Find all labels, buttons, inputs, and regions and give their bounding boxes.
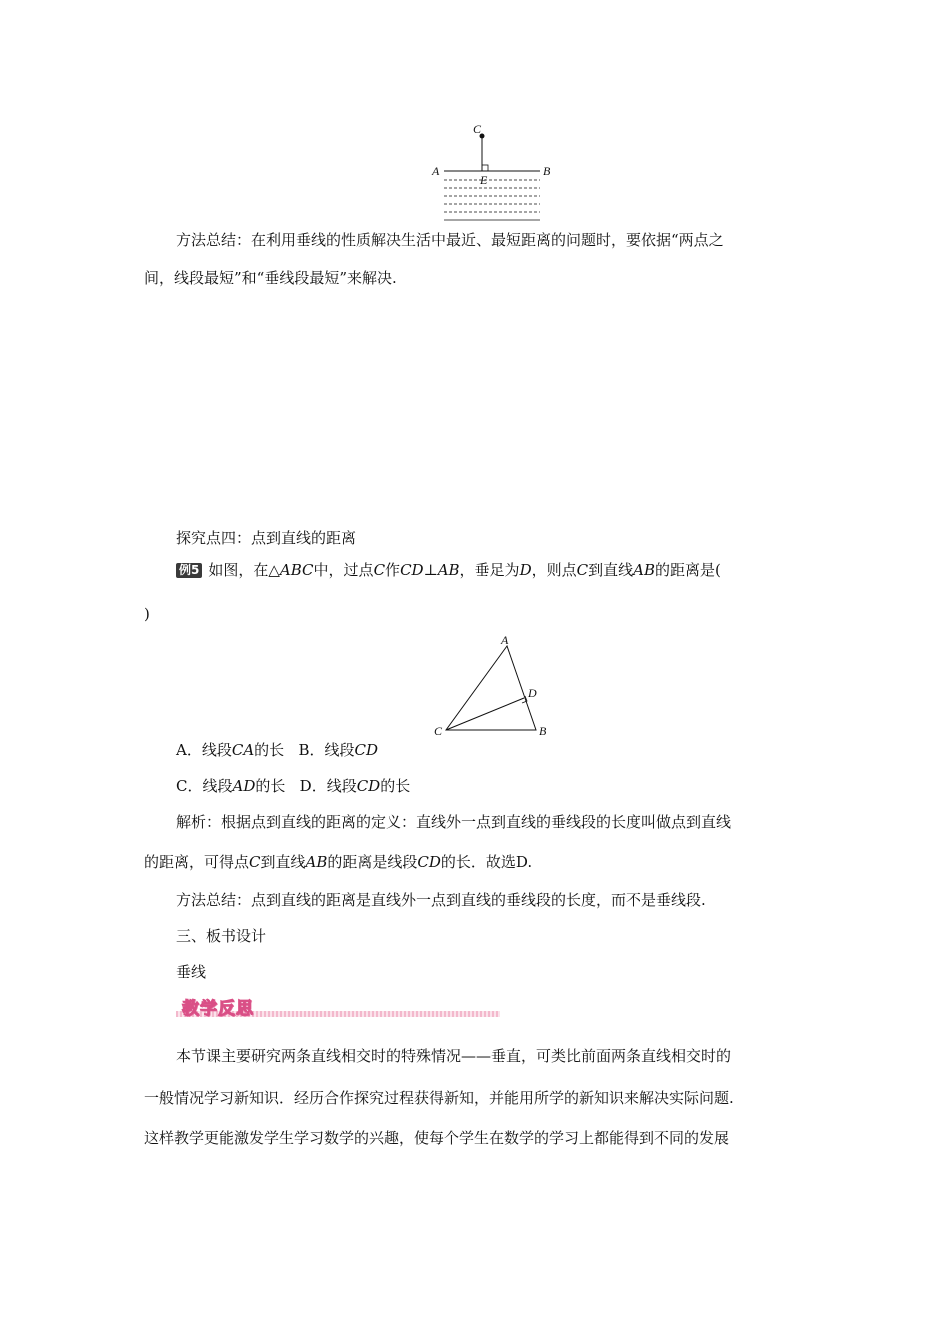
options-row-2 bbox=[176, 776, 410, 796]
option-b: B．线段CD bbox=[298, 741, 379, 759]
tri-label-d: D bbox=[528, 686, 537, 700]
reflection-line-2: 一般情况学习新知识．经历合作探究过程获得新知，并能用所学的新知识来解决实际问题. bbox=[144, 1089, 734, 1107]
section-title: 探究点四：点到直线的距离 bbox=[176, 529, 357, 547]
label-a: A bbox=[432, 164, 440, 178]
reflection-line-1: 本节课主要研究两条直线相交时的特殊情况——垂直，可类比前面两条直线相交时的 bbox=[176, 1047, 732, 1065]
reflection-banner bbox=[176, 994, 500, 1020]
method-summary-2: 方法总结：点到直线的距离是直线外一点到直线的垂线段的长度，而不是垂线段. bbox=[176, 891, 706, 909]
analysis-line-2: 的距离，可得点C到直线AB的距离是线段CD的长．故选D. bbox=[144, 853, 533, 871]
analysis-line-1: 解析：根据点到直线的距离的定义：直线外一点到直线的垂线段的长度叫做点到直线 bbox=[176, 813, 732, 831]
triangle-diagram bbox=[428, 632, 558, 742]
option-a: A．线段CA的长 bbox=[176, 741, 285, 759]
label-e: E bbox=[480, 173, 488, 187]
example-question: 例5 如图，在△ABC中，过点C作CD⊥AB，垂足为D，则点C到直线AB的距离是( bbox=[176, 560, 721, 580]
option-c: C．线段AD的长 bbox=[176, 777, 286, 795]
label-c: C bbox=[473, 122, 482, 136]
method-summary-1a: 方法总结：在利用垂线的性质解决生活中最近、最短距离的问题时，要依据“两点之 bbox=[176, 231, 724, 249]
tri-label-c: C bbox=[434, 724, 443, 738]
example-badge: 例5 bbox=[176, 563, 202, 578]
tri-label-b: B bbox=[539, 724, 547, 738]
question-close-paren: ) bbox=[144, 605, 150, 623]
tri-label-a: A bbox=[501, 633, 509, 647]
method-summary-1b: 间，线段最短”和“垂线段最短”来解决. bbox=[144, 269, 397, 287]
board-design-item: 垂线 bbox=[176, 963, 207, 981]
river-diagram bbox=[420, 118, 570, 226]
label-b: B bbox=[543, 164, 551, 178]
option-d: D．线段CD的长 bbox=[299, 777, 411, 795]
options-row-1 bbox=[176, 740, 378, 760]
reflection-line-3: 这样教学更能激发学生学习数学的兴趣，使每个学生在数学的学习上都能得到不同的发展 bbox=[144, 1129, 730, 1147]
reflection-banner-label: 教学反思 bbox=[182, 999, 254, 1019]
board-design-title: 三、板书设计 bbox=[176, 927, 267, 945]
